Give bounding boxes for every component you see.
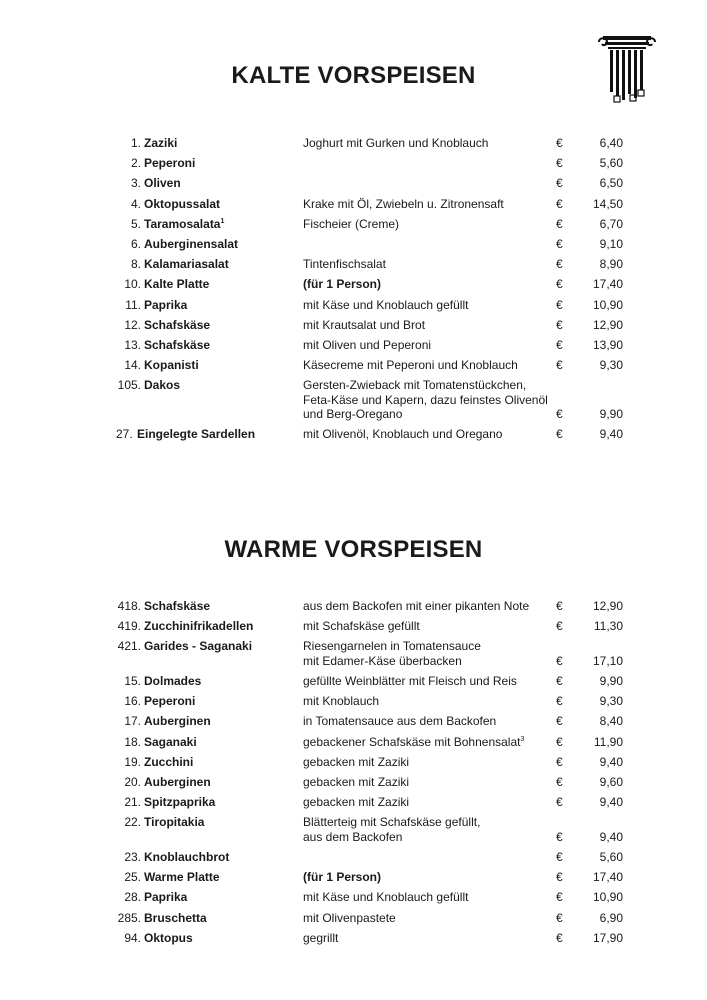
item-number: 105.: [117, 378, 141, 393]
currency-symbol: €: [556, 674, 563, 689]
item-description: [303, 815, 548, 844]
item-number: 22.: [124, 815, 141, 830]
item-price: 8,40: [599, 714, 623, 729]
item-name: [144, 735, 197, 750]
menu-item: [0, 298, 707, 313]
item-name-text: Schafskäse: [144, 317, 211, 332]
menu-list-kalte-vorspeisen: [0, 136, 707, 448]
item-name-text: Knoblauchbrot: [144, 850, 230, 865]
item-name-text: Kalte Platte: [144, 277, 210, 292]
menu-item: [0, 318, 707, 333]
item-price: 17,10: [592, 653, 623, 668]
item-name-text: Schafskäse: [144, 599, 211, 613]
item-description: [303, 755, 548, 770]
item-price: 17,40: [592, 277, 623, 292]
item-price: 9,30: [599, 694, 623, 709]
item-description-text: gebacken mit Zaziki: [303, 754, 410, 769]
item-description-text: Joghurt mit Gurken und Knoblauch: [303, 136, 489, 150]
item-price: 9,90: [599, 407, 623, 422]
item-description: [303, 298, 548, 313]
item-description: [303, 427, 548, 442]
item-name: [144, 931, 193, 946]
item-name-text: Peperoni: [144, 694, 196, 709]
item-description-text: in Tomatensauce aus dem Backofen: [303, 714, 497, 729]
item-number: 19.: [124, 754, 141, 769]
menu-item: [0, 850, 707, 865]
menu-item: [0, 755, 707, 770]
item-number: 1.: [130, 136, 141, 150]
currency-symbol: €: [556, 176, 563, 191]
item-description-text: Blätterteig mit Schafskäse gefüllt, aus dem Backofen: [303, 815, 481, 844]
item-number: 12.: [124, 317, 141, 332]
item-name-text: Dolmades: [144, 674, 202, 689]
item-description-text: mit Knoblauch: [303, 694, 380, 709]
item-number: 14.: [124, 358, 141, 373]
item-number: 285.: [117, 910, 141, 925]
item-name: [144, 197, 220, 212]
item-name: [144, 755, 193, 770]
item-name: [144, 338, 210, 353]
item-name: [144, 298, 187, 313]
item-price: 14,50: [592, 196, 623, 211]
item-name: [144, 277, 209, 292]
item-number: 28.: [124, 890, 141, 905]
item-number: 418.: [117, 599, 141, 613]
currency-symbol: €: [556, 216, 563, 231]
item-description: [303, 197, 548, 212]
menu-item: [0, 378, 707, 422]
item-name: [144, 890, 187, 905]
item-description: [303, 735, 548, 750]
currency-symbol: €: [556, 653, 563, 668]
item-description: [303, 639, 548, 668]
item-name: [144, 815, 204, 830]
menu-item: [0, 775, 707, 790]
item-name: [144, 911, 207, 926]
item-name-text: Bruschetta: [144, 910, 207, 925]
item-description-text: gebacken mit Zaziki: [303, 775, 410, 789]
item-name-text: Auberginensalat: [144, 236, 239, 251]
menu-item: [0, 358, 707, 373]
menu-item: [0, 277, 707, 292]
currency-symbol: €: [556, 870, 563, 885]
item-price: 9,40: [599, 829, 623, 844]
item-description: [303, 599, 548, 614]
item-name: [144, 674, 201, 689]
currency-symbol: €: [556, 910, 563, 925]
item-description-text: gegrillt: [303, 930, 339, 945]
item-name-text: Auberginen: [144, 714, 211, 729]
item-description-text: gebacken mit Zaziki: [303, 795, 410, 810]
item-description: [303, 694, 548, 709]
item-name-text: Saganaki: [144, 734, 197, 749]
item-number: 3.: [130, 176, 141, 191]
item-number: 94.: [124, 930, 141, 945]
item-name-text: Garides - Saganaki: [144, 639, 253, 654]
menu-item: [0, 156, 707, 171]
item-price: 9,60: [599, 775, 623, 789]
item-name: [144, 714, 211, 729]
item-description: [303, 911, 548, 926]
item-name: [144, 599, 210, 614]
item-name-text: Paprika: [144, 890, 188, 905]
item-description: [303, 890, 548, 905]
item-description: [303, 795, 548, 810]
item-name-text: Peperoni: [144, 156, 196, 171]
item-name-text: Oktopus: [144, 930, 193, 945]
menu-item: [0, 911, 707, 926]
item-name-text: Dakos: [144, 378, 181, 393]
item-number: 16.: [124, 694, 141, 709]
item-description: [303, 775, 548, 790]
item-price: 5,60: [599, 156, 623, 171]
currency-symbol: €: [556, 795, 563, 810]
item-number: 5.: [130, 216, 141, 231]
menu-item: [0, 217, 707, 232]
item-name-text: Spitzpaprika: [144, 795, 216, 810]
item-description-text: Tintenfischsalat: [303, 257, 386, 272]
item-price: 12,90: [592, 317, 623, 332]
item-description: [303, 931, 548, 946]
menu-item: [0, 815, 707, 844]
currency-symbol: €: [556, 236, 563, 251]
item-name: [144, 318, 210, 333]
item-number: 23.: [124, 850, 141, 865]
currency-symbol: €: [556, 196, 563, 211]
item-name-text: Auberginen: [144, 775, 211, 789]
item-name: [144, 870, 220, 885]
currency-symbol: €: [556, 754, 563, 769]
item-number: 25.: [124, 870, 141, 885]
currency-symbol: €: [556, 136, 563, 150]
item-price: 6,90: [599, 910, 623, 925]
item-description-text: aus dem Backofen mit einer pikanten Note: [303, 599, 530, 613]
item-price: 17,40: [592, 870, 623, 885]
item-number: 15.: [124, 674, 141, 689]
item-name-text: Zucchinifrikadellen: [144, 619, 254, 634]
item-description-text: mit Käse und Knoblauch gefüllt: [303, 297, 469, 312]
currency-symbol: €: [556, 775, 563, 789]
item-description-text: mit Olivenpastete: [303, 910, 396, 925]
item-name: [144, 775, 211, 790]
currency-symbol: €: [556, 156, 563, 171]
currency-symbol: €: [556, 427, 563, 442]
item-name: [137, 427, 255, 442]
item-description-text: mit Olivenöl, Knoblauch und Oregano: [303, 427, 503, 442]
menu-item: [0, 639, 707, 668]
item-number: 27.: [116, 427, 133, 442]
item-name-text: Eingelegte Sardellen: [137, 427, 256, 442]
item-description-text: Gersten-Zwieback mit Tomatenstückchen, Feta-Käse und Kapern, dazu feinstes Olivenöl und Berg-Oregano: [303, 378, 548, 422]
section-title-warme-vorspeisen: WARME VORSPEISEN: [224, 536, 483, 563]
item-name-text: Kopanisti: [144, 358, 199, 373]
item-description-text: (für 1 Person): [303, 277, 382, 292]
currency-symbol: €: [556, 337, 563, 352]
item-description: [303, 870, 548, 885]
item-price: 6,50: [599, 176, 623, 191]
item-number: 21.: [124, 795, 141, 810]
item-name-text: Paprika: [144, 297, 188, 312]
item-description: [303, 318, 548, 333]
menu-item: [0, 237, 707, 252]
menu-item: [0, 795, 707, 810]
item-name-text: Oliven: [144, 176, 181, 191]
item-number: 20.: [124, 775, 141, 789]
item-price: 6,40: [599, 136, 623, 150]
item-number: 18.: [124, 734, 141, 749]
menu-item: [0, 619, 707, 634]
item-price: 9,40: [599, 754, 623, 769]
menu-item: [0, 735, 707, 750]
item-name-text: Zucchini: [144, 754, 194, 769]
menu-item: [0, 136, 707, 151]
item-number: 8.: [130, 257, 141, 272]
item-price: 9,10: [599, 236, 623, 251]
item-description-text: mit Käse und Knoblauch gefüllt: [303, 890, 469, 905]
item-price: 12,90: [592, 599, 623, 613]
item-number: 13.: [124, 337, 141, 352]
item-description: [303, 257, 548, 272]
menu-item: [0, 890, 707, 905]
item-name-text: Kalamariasalat: [144, 257, 229, 272]
item-name: [144, 257, 229, 272]
item-name: [144, 176, 181, 191]
menu-item: [0, 338, 707, 353]
item-name: [144, 136, 177, 151]
item-price: 9,90: [599, 674, 623, 689]
item-name: [144, 237, 238, 252]
currency-symbol: €: [556, 277, 563, 292]
item-name-text: Zaziki: [144, 136, 178, 150]
item-description: [303, 674, 548, 689]
item-name-text: Taramosalata: [144, 216, 221, 231]
item-name-text: Warme Platte: [144, 870, 220, 885]
item-description-text: Riesengarnelen in Tomatensauce mit Edamer-Käse überbacken: [303, 639, 481, 668]
menu-item: [0, 176, 707, 191]
item-number: 419.: [117, 619, 141, 634]
item-price: 10,90: [592, 890, 623, 905]
item-name-text: Schafskäse: [144, 337, 211, 352]
currency-symbol: €: [556, 358, 563, 373]
currency-symbol: €: [556, 930, 563, 945]
item-number: 2.: [130, 156, 141, 171]
item-name: [144, 795, 215, 810]
currency-symbol: €: [556, 257, 563, 272]
item-price: 17,90: [592, 930, 623, 945]
currency-symbol: €: [556, 850, 563, 865]
currency-symbol: €: [556, 829, 563, 844]
item-description: [303, 136, 548, 151]
item-price: 13,90: [592, 337, 623, 352]
section-title-kalte-vorspeisen: KALTE VORSPEISEN: [231, 62, 476, 89]
menu-item: [0, 599, 707, 614]
menu-item: [0, 694, 707, 709]
item-description-text: Fischeier (Creme): [303, 216, 400, 231]
item-description: [303, 619, 548, 634]
menu-item: [0, 870, 707, 885]
item-price: 10,90: [592, 297, 623, 312]
currency-symbol: €: [556, 599, 563, 613]
item-description-text: Käsecreme mit Peperoni und Knoblauch: [303, 358, 518, 373]
item-number: 6.: [130, 236, 141, 251]
item-name-text: Tiropitakia: [144, 815, 205, 830]
menu-item: [0, 427, 707, 442]
currency-symbol: €: [556, 317, 563, 332]
item-name: [144, 694, 195, 709]
currency-symbol: €: [556, 407, 563, 422]
item-price: 5,60: [599, 850, 623, 865]
menu-item: [0, 197, 707, 212]
item-description: [303, 358, 548, 373]
currency-symbol: €: [556, 890, 563, 905]
item-description: [303, 338, 548, 353]
item-number: 10.: [124, 277, 141, 292]
item-name-text: Oktopussalat: [144, 196, 221, 211]
item-description-text: Krake mit Öl, Zwiebeln u. Zitronensaft: [303, 196, 504, 211]
currency-symbol: €: [556, 714, 563, 729]
currency-symbol: €: [556, 734, 563, 749]
item-name: [144, 156, 195, 171]
menu-item: [0, 674, 707, 689]
item-description-text: (für 1 Person): [303, 870, 382, 885]
currency-symbol: €: [556, 694, 563, 709]
item-description: [303, 378, 548, 422]
menu-list-warme-vorspeisen: [0, 599, 707, 951]
item-description-text: mit Oliven und Peperoni: [303, 337, 432, 352]
item-description: [303, 277, 548, 292]
item-name: [144, 217, 224, 232]
item-number: 4.: [130, 196, 141, 211]
item-name: [144, 850, 229, 865]
item-name: [144, 639, 252, 654]
item-description: [303, 217, 548, 232]
item-price: 11,90: [593, 734, 623, 749]
item-price: 9,40: [599, 795, 623, 810]
item-price: 8,90: [599, 257, 623, 272]
item-number: 17.: [124, 714, 141, 729]
item-number: 421.: [117, 639, 141, 654]
menu-item: [0, 714, 707, 729]
item-price: 11,30: [593, 619, 623, 634]
item-description-text: mit Schafskäse gefüllt: [303, 619, 420, 634]
item-price: 9,30: [599, 358, 623, 373]
menu-item: [0, 931, 707, 946]
currency-symbol: €: [556, 619, 563, 634]
item-name: [144, 378, 180, 393]
item-description-text: mit Krautsalat und Brot: [303, 317, 426, 332]
footnote-marker: 3: [520, 735, 525, 743]
item-description-text: gebackener Schafskäse mit Bohnensalat: [303, 734, 521, 749]
currency-symbol: €: [556, 297, 563, 312]
menu-item: [0, 257, 707, 272]
item-number: 11.: [125, 297, 141, 312]
item-description: [303, 714, 548, 729]
item-description-text: gefüllte Weinblätter mit Fleisch und Reis: [303, 674, 517, 689]
footnote-marker: 1: [220, 217, 225, 225]
item-price: 6,70: [599, 216, 623, 231]
item-name: [144, 619, 253, 634]
item-name: [144, 358, 199, 373]
item-price: 9,40: [599, 427, 623, 442]
